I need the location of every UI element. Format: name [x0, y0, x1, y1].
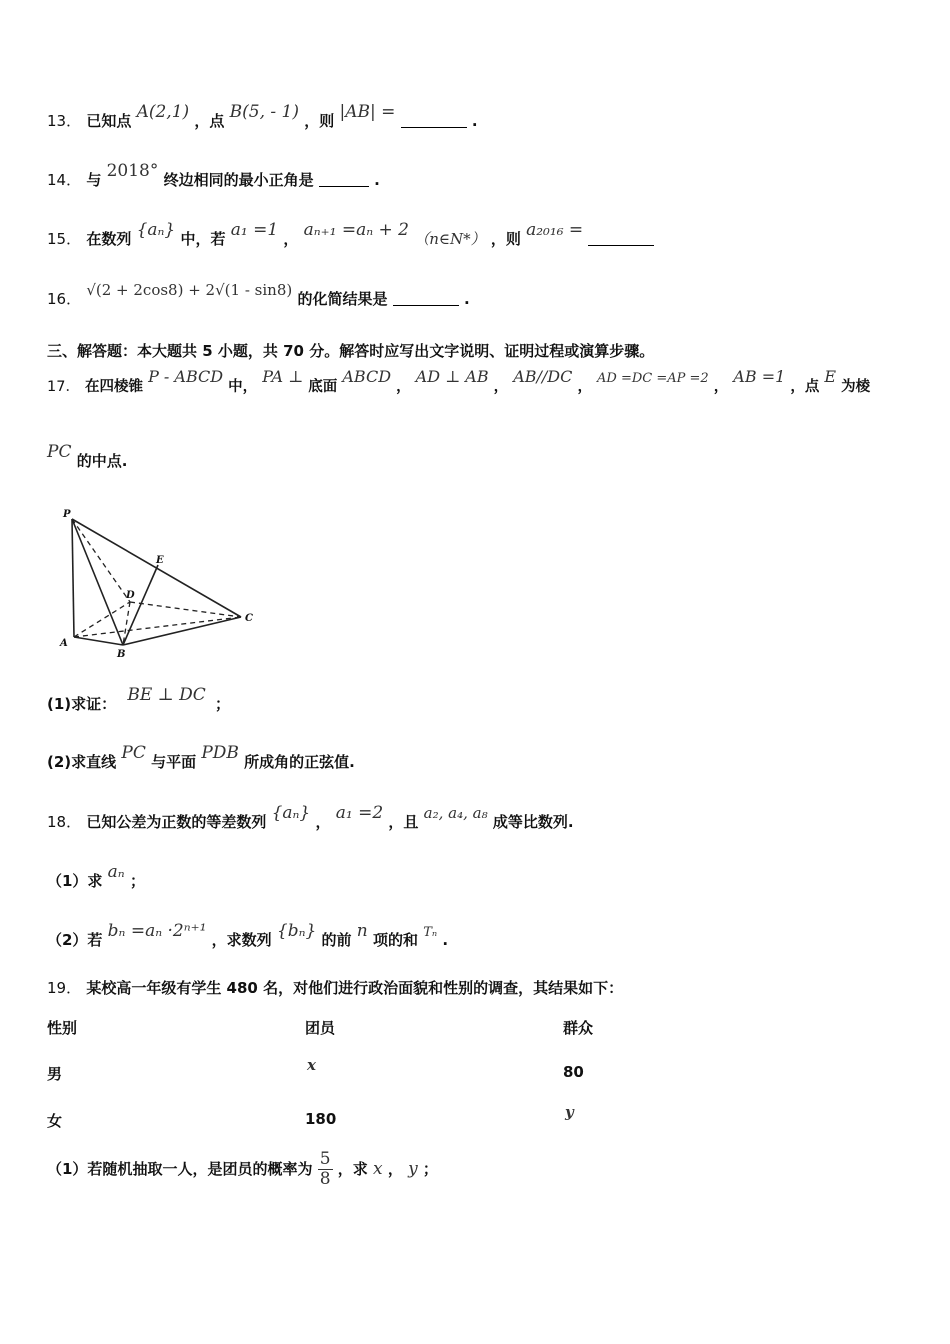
part-label: (2)求直线: [47, 753, 117, 771]
math-point-b: B(5, - 1): [229, 102, 299, 122]
math-bn-def: bₙ =aₙ ·2ⁿ⁺¹: [107, 921, 207, 941]
question-text: ，则: [490, 230, 521, 248]
label-p: P: [63, 509, 71, 520]
question-text: 项的和: [372, 931, 418, 949]
math-pyramid: P - ABCD: [148, 367, 224, 386]
edge-bc: [123, 617, 241, 645]
math-condition: （n∈N*）: [414, 230, 486, 248]
math-expression: √(2 + 2cos8) + 2√(1 - sin8): [86, 281, 293, 299]
question-text: 所成角的正弦值.: [244, 753, 355, 771]
math-an: aₙ: [107, 862, 125, 882]
section-heading: 三、解答题：本大题共 5 小题，共 70 分。解答时应写出文字说明、证明过程或演算步骤。: [47, 342, 655, 360]
label-a: A: [60, 638, 68, 649]
question-number: 14．: [47, 171, 82, 189]
question-18-part-2: [47, 921, 449, 950]
math-abs-ab: |AB| =: [339, 102, 396, 122]
question-text: 成等比数列.: [492, 813, 574, 831]
table-cell: 80: [563, 1063, 584, 1081]
comma: ，: [283, 230, 299, 248]
math-terms: a₂, a₄, a₈: [423, 804, 488, 822]
label-b: B: [117, 649, 126, 660]
math-recurrence: aₙ₊₁ =aₙ + 2: [303, 220, 409, 240]
question-text: 为棱: [841, 379, 871, 395]
answer-blank: [319, 172, 369, 187]
question-text: ，点: [194, 112, 225, 130]
math-bn-seq: {bₙ}: [276, 921, 317, 941]
question-17-part-2: [47, 743, 355, 772]
part-label: (1)求证：: [47, 695, 117, 713]
table-header: 群众: [563, 1019, 594, 1037]
period: .: [374, 171, 380, 189]
math-pc: PC: [47, 442, 72, 462]
period: .: [471, 112, 478, 130]
question-text: 的化简结果是: [297, 290, 388, 308]
fraction-denominator: 8: [319, 1169, 331, 1189]
question-text: 已知点: [86, 112, 132, 130]
math-tn: Tₙ: [423, 925, 438, 940]
part-label: （1）若随机抽取一人，是团员的概率为: [47, 1160, 313, 1178]
question-text: 在四棱锥: [85, 379, 144, 395]
question-18-part-1: [47, 862, 145, 891]
math-a1: a₁ =1: [230, 220, 279, 240]
question-text: 某校高一年级有学生 480 名，对他们进行政治面貌和性别的调查，其结果如下：: [86, 979, 624, 997]
fraction: [318, 1150, 333, 1189]
question-text: ，则: [304, 112, 335, 130]
question-14: [47, 161, 380, 190]
question-19-part-1: [47, 1150, 438, 1189]
question-number: 15．: [47, 230, 82, 248]
question-19: [47, 977, 623, 998]
answer-blank: [401, 113, 467, 128]
math-ab-length: AB =1: [733, 367, 786, 386]
question-text: ，求数列: [211, 931, 272, 949]
table-cell: y: [565, 1103, 574, 1121]
question-text: 与: [86, 171, 102, 189]
math-pdb: PDB: [201, 743, 239, 763]
math-x: x: [373, 1159, 383, 1179]
question-16: [47, 281, 470, 309]
period: .: [442, 931, 449, 949]
question-text: 中，若: [180, 230, 226, 248]
answer-blank: [393, 291, 459, 306]
edge-pa: [72, 519, 74, 637]
math-abcd: ABCD: [342, 367, 392, 386]
math-point-a: A(2,1): [136, 102, 190, 122]
math-ab-parallel-dc: AB//DC: [513, 367, 573, 386]
question-text: 的前: [321, 931, 352, 949]
edge-dc: [130, 602, 241, 617]
table-header: 性别: [47, 1019, 78, 1037]
math-sequence: {aₙ}: [271, 803, 311, 823]
question-number: 16．: [47, 290, 82, 308]
comma: ，: [493, 379, 509, 395]
math-be-perp-dc: BE ⊥ DC: [127, 685, 206, 705]
question-text: 在数列: [86, 230, 132, 248]
question-number: 18．: [47, 813, 82, 831]
table-cell: 180: [305, 1110, 337, 1128]
question-18: [47, 803, 574, 832]
period: .: [463, 290, 470, 308]
comma: ，: [387, 1160, 403, 1178]
label-e: E: [156, 555, 164, 566]
table-cell: 男: [47, 1065, 63, 1083]
math-angle: 2018°: [106, 161, 159, 181]
semicolon: ；: [422, 1160, 438, 1178]
semicolon: ；: [214, 695, 230, 713]
math-y: y: [408, 1159, 418, 1179]
pyramid-figure: [55, 505, 265, 660]
semicolon: ；: [129, 872, 145, 890]
fraction-numerator: 5: [319, 1149, 331, 1169]
math-sequence: {aₙ}: [136, 220, 176, 240]
question-13: [47, 102, 478, 131]
question-17: [47, 367, 871, 396]
answer-blank: [588, 231, 654, 246]
math-pa-perp: PA ⊥: [262, 367, 304, 386]
question-text: 已知公差为正数的等差数列: [86, 813, 267, 831]
comma: ，: [315, 813, 331, 831]
question-text: 与平面: [151, 753, 197, 771]
question-text: 的中点.: [76, 452, 128, 470]
question-number: 17．: [47, 379, 80, 395]
question-text: ，且: [388, 813, 419, 831]
part-label: （2）若: [47, 931, 103, 949]
question-text: ，点: [790, 379, 820, 395]
question-text: 终边相同的最小正角是: [163, 171, 314, 189]
comma: ，: [577, 379, 592, 395]
math-equal-lengths: AD =DC =AP =2: [597, 371, 709, 386]
question-number: 19．: [47, 979, 82, 997]
question-17-continued: [47, 442, 128, 471]
label-c: C: [245, 613, 253, 624]
edge-ab: [74, 637, 123, 645]
table-cell: 女: [47, 1112, 63, 1130]
question-number: 13．: [47, 112, 82, 130]
question-text: 底面: [308, 379, 338, 395]
comma: ，: [713, 379, 729, 395]
part-label: （1）求: [47, 872, 103, 890]
math-n: n: [356, 921, 368, 941]
table-header: 团员: [305, 1019, 336, 1037]
label-d: D: [126, 590, 135, 601]
math-a2016: a₂₀₁₆ =: [526, 220, 584, 240]
math-ad-perp-ab: AD ⊥ AB: [415, 367, 489, 386]
question-text: 中，: [228, 379, 258, 395]
math-a1: a₁ =2: [335, 803, 384, 823]
math-point-e: E: [824, 367, 837, 386]
question-17-part-1: [47, 685, 230, 714]
question-15: [47, 220, 654, 249]
comma: ，: [396, 379, 411, 395]
math-pc: PC: [121, 743, 146, 763]
edge-ac: [74, 617, 241, 637]
table-cell: x: [307, 1056, 316, 1074]
question-text: ，求: [337, 1160, 368, 1178]
